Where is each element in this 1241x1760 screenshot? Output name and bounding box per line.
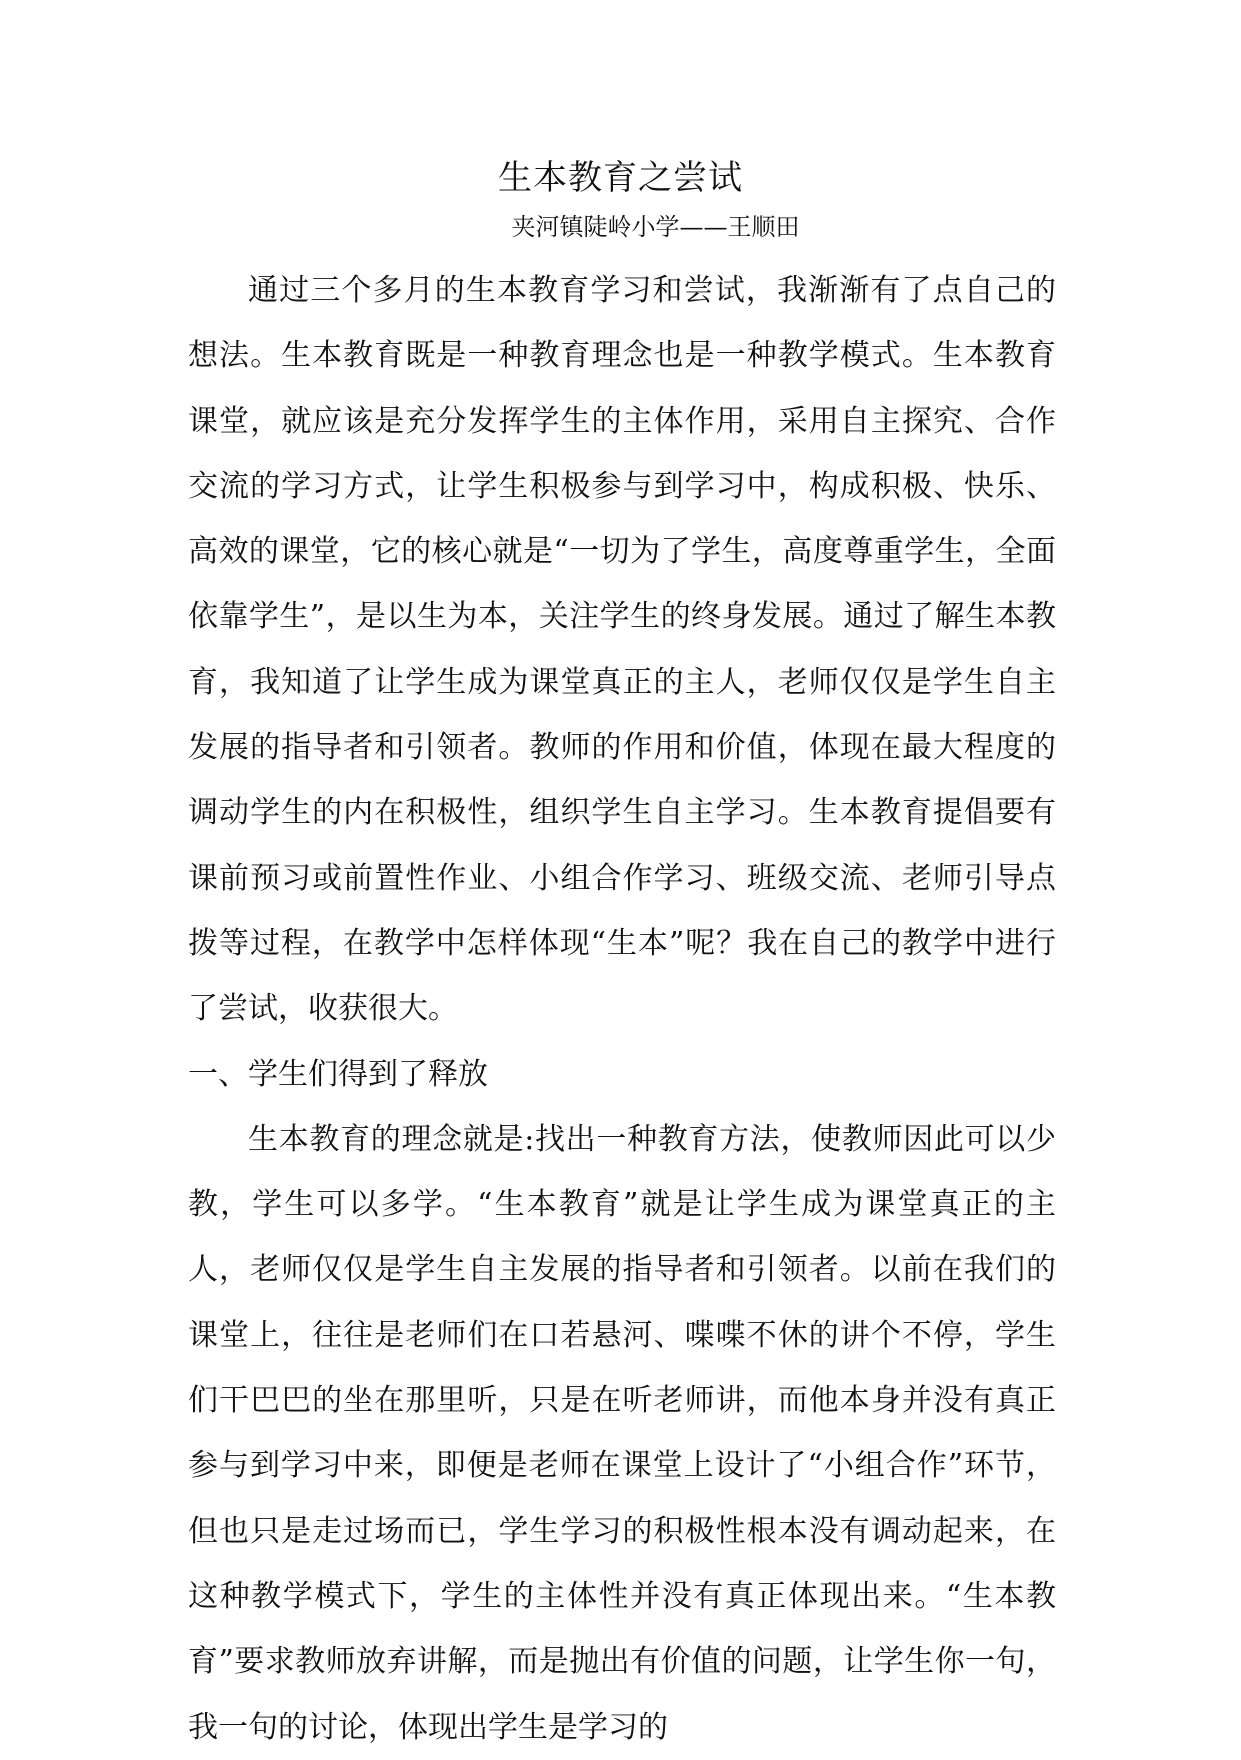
section-heading: 一、学生们得到了释放 <box>188 1056 488 1092</box>
author-line: 夹河镇陡岭小学——王顺田 <box>511 213 800 241</box>
document-title: 生本教育之尝试 <box>498 158 743 198</box>
paragraph-intro: 通过三个多月的生本教育学习和尝试，我渐渐有了点自己的想法。生本教育既是一种教育理念也是一种教学模式。生本教育课堂，就应该是充分发挥学生的主体作用，采用自主探究、合作交流的学习方式，让学生积极参与到学习中，构成积极、快乐、高效的课堂，它的核心就是“一切为了学生，高度尊重学生，全面依靠学生”，是以生为本，关注学生的终身发展。通过了解生本教育，我知道了让学生成为课堂真正的主人，老师仅仅是学生自主发展的指导者和引领者。教师的作用和价值，体现在最大程度的调动学生的内在积极性，组织学生自主学习。生本教育提倡要有课前预习或前置性作业、小组合作学习、班级交流、老师引导点拨等过程，在教学中怎样体现“生本”呢？我在自己的教学中进行了尝试，收获很大。 <box>188 273 1056 1027</box>
paragraph-section-1: 生本教育的理念就是:找出一种教育方法，使教师因此可以少教，学生可以多学。“生本教育”就是让学生成为课堂真正的主人，老师仅仅是学生自主发展的指导者和引领者。以前在我们的课堂上，往往是老师们在口若悬河、喋喋不休的讲个不停，学生们干巴巴的坐在那里听，只是在听老师讲，而他本身并没有真正参与到学习中来，即便是老师在课堂上设计了“小组合作”环节，但也只是走过场而已，学生学习的积极性根本没有调动起来，在这种教学模式下，学生的主体性并没有真正体现出来。“生本教育”要求教师放弃讲解，而是抛出有价值的问题，让学生你一句，我一句的讨论，体现出学生是学习的 <box>188 1121 1056 1745</box>
document-body <box>188 258 1056 1760</box>
